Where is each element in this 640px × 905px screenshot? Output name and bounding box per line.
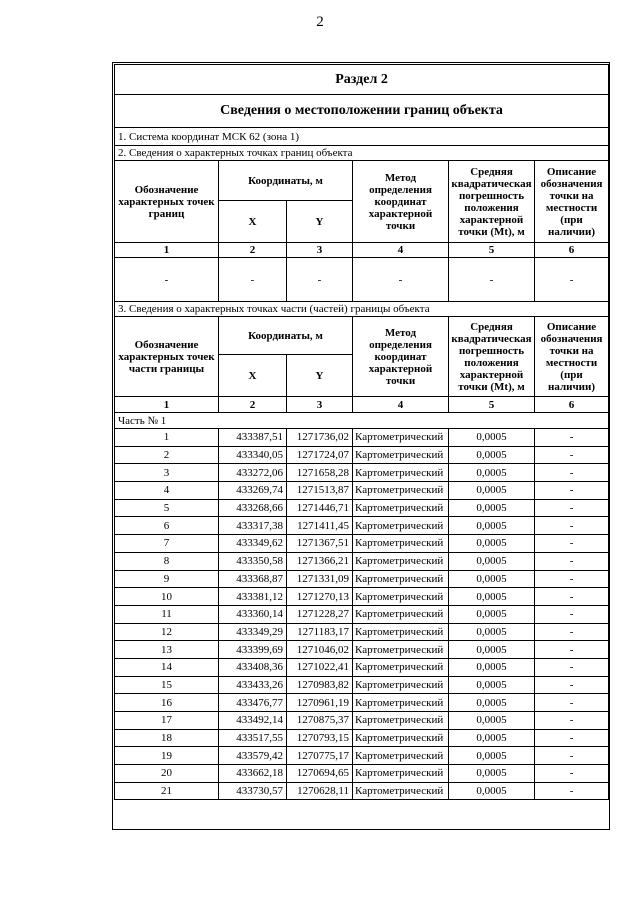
part3-num-row bbox=[115, 397, 609, 413]
point-number: 5 bbox=[115, 499, 219, 517]
point-description: - bbox=[535, 782, 609, 800]
mt-error: 0,0005 bbox=[449, 446, 535, 464]
part2-heading: 2. Сведения о характерных точках границ объекта bbox=[115, 146, 609, 161]
part3-num: 6 bbox=[535, 397, 609, 413]
point-number: 3 bbox=[115, 464, 219, 482]
point-number: 18 bbox=[115, 729, 219, 747]
coord-y: 1270628,11 bbox=[287, 782, 353, 800]
part3-col-coords: Координаты, м bbox=[219, 317, 353, 355]
point-number: 20 bbox=[115, 765, 219, 783]
coord-x: 433317,38 bbox=[219, 517, 287, 535]
coord-y: 1271022,41 bbox=[287, 658, 353, 676]
coord-y: 1271228,27 bbox=[287, 605, 353, 623]
coord-x: 433269,74 bbox=[219, 482, 287, 500]
mt-error: 0,0005 bbox=[449, 429, 535, 447]
point-description: - bbox=[535, 446, 609, 464]
part2-empty-cell: - bbox=[219, 258, 287, 302]
table-row bbox=[115, 623, 609, 641]
table-row bbox=[115, 641, 609, 659]
mt-error: 0,0005 bbox=[449, 658, 535, 676]
point-description: - bbox=[535, 482, 609, 500]
table-row bbox=[115, 605, 609, 623]
coord-y: 1271658,28 bbox=[287, 464, 353, 482]
part2-num: 2 bbox=[219, 243, 287, 258]
table-row bbox=[115, 765, 609, 783]
mt-error: 0,0005 bbox=[449, 535, 535, 553]
method: Картометрический bbox=[353, 676, 449, 694]
method: Картометрический bbox=[353, 570, 449, 588]
method: Картометрический bbox=[353, 535, 449, 553]
part3-num: 2 bbox=[219, 397, 287, 413]
point-number: 2 bbox=[115, 446, 219, 464]
part2-col-desc: Описание обозначения точки на местности (при наличии) bbox=[535, 161, 609, 243]
method: Картометрический bbox=[353, 782, 449, 800]
table-row bbox=[115, 747, 609, 765]
table-row bbox=[115, 429, 609, 447]
point-description: - bbox=[535, 765, 609, 783]
table-row bbox=[115, 446, 609, 464]
coord-x: 433381,12 bbox=[219, 588, 287, 606]
point-number: 11 bbox=[115, 605, 219, 623]
point-number: 4 bbox=[115, 482, 219, 500]
method: Картометрический bbox=[353, 747, 449, 765]
coord-y: 1270983,82 bbox=[287, 676, 353, 694]
mt-error: 0,0005 bbox=[449, 729, 535, 747]
table-row bbox=[115, 658, 609, 676]
part2-empty-row bbox=[115, 258, 609, 302]
part3-num: 4 bbox=[353, 397, 449, 413]
coord-y: 1271736,02 bbox=[287, 429, 353, 447]
part3-col-x: X bbox=[219, 355, 287, 397]
point-description: - bbox=[535, 747, 609, 765]
method: Картометрический bbox=[353, 464, 449, 482]
point-number: 8 bbox=[115, 552, 219, 570]
coord-x: 433340,05 bbox=[219, 446, 287, 464]
point-description: - bbox=[535, 499, 609, 517]
method: Картометрический bbox=[353, 765, 449, 783]
part2-col-y: Y bbox=[287, 201, 353, 243]
part3-col-y: Y bbox=[287, 355, 353, 397]
part2-empty-cell: - bbox=[353, 258, 449, 302]
mt-error: 0,0005 bbox=[449, 464, 535, 482]
coord-y: 1271331,09 bbox=[287, 570, 353, 588]
part3-num: 5 bbox=[449, 397, 535, 413]
coord-y: 1271366,21 bbox=[287, 552, 353, 570]
point-description: - bbox=[535, 429, 609, 447]
method: Картометрический bbox=[353, 446, 449, 464]
point-number: 19 bbox=[115, 747, 219, 765]
part3-col-error: Средняя квадратическая погрешность положения характерной точки (Mt), м bbox=[449, 317, 535, 397]
table-row bbox=[115, 588, 609, 606]
coord-y: 1270793,15 bbox=[287, 729, 353, 747]
point-description: - bbox=[535, 570, 609, 588]
coord-x: 433360,14 bbox=[219, 605, 287, 623]
point-number: 14 bbox=[115, 658, 219, 676]
method: Картометрический bbox=[353, 482, 449, 500]
table-row bbox=[115, 676, 609, 694]
coord-x: 433492,14 bbox=[219, 712, 287, 730]
page-title: Сведения о местоположении границ объекта bbox=[115, 95, 609, 128]
point-number: 6 bbox=[115, 517, 219, 535]
coord-x: 433399,69 bbox=[219, 641, 287, 659]
part2-num: 5 bbox=[449, 243, 535, 258]
mt-error: 0,0005 bbox=[449, 517, 535, 535]
part2-empty-cell: - bbox=[287, 258, 353, 302]
part2-empty-cell: - bbox=[449, 258, 535, 302]
page-number: 2 bbox=[316, 14, 324, 30]
method: Картометрический bbox=[353, 499, 449, 517]
part-label: Часть № 1 bbox=[115, 413, 609, 429]
mt-error: 0,0005 bbox=[449, 623, 535, 641]
coord-y: 1271411,45 bbox=[287, 517, 353, 535]
point-number: 12 bbox=[115, 623, 219, 641]
method: Картометрический bbox=[353, 712, 449, 730]
part2-empty-cell: - bbox=[115, 258, 219, 302]
point-description: - bbox=[535, 658, 609, 676]
point-description: - bbox=[535, 623, 609, 641]
point-number: 9 bbox=[115, 570, 219, 588]
coord-y: 1271513,87 bbox=[287, 482, 353, 500]
point-description: - bbox=[535, 676, 609, 694]
part2-num: 4 bbox=[353, 243, 449, 258]
part3-col-method: Метод определения координат характерной точки bbox=[353, 317, 449, 397]
coord-y: 1271046,02 bbox=[287, 641, 353, 659]
part3-num: 1 bbox=[115, 397, 219, 413]
point-description: - bbox=[535, 464, 609, 482]
part2-num: 3 bbox=[287, 243, 353, 258]
coord-x: 433368,87 bbox=[219, 570, 287, 588]
method: Картометрический bbox=[353, 588, 449, 606]
mt-error: 0,0005 bbox=[449, 605, 535, 623]
method: Картометрический bbox=[353, 658, 449, 676]
table-row bbox=[115, 729, 609, 747]
method: Картометрический bbox=[353, 517, 449, 535]
mt-error: 0,0005 bbox=[449, 641, 535, 659]
coord-y: 1270775,17 bbox=[287, 747, 353, 765]
point-description: - bbox=[535, 517, 609, 535]
mt-error: 0,0005 bbox=[449, 570, 535, 588]
coord-y: 1270875,37 bbox=[287, 712, 353, 730]
coord-y: 1270694,65 bbox=[287, 765, 353, 783]
section-title: Раздел 2 bbox=[115, 65, 609, 95]
table-row bbox=[115, 464, 609, 482]
method: Картометрический bbox=[353, 623, 449, 641]
coord-x: 433476,77 bbox=[219, 694, 287, 712]
mt-error: 0,0005 bbox=[449, 747, 535, 765]
table-row bbox=[115, 694, 609, 712]
part3-col-desc: Описание обозначения точки на местности (при наличии) bbox=[535, 317, 609, 397]
point-number: 1 bbox=[115, 429, 219, 447]
coord-x: 433349,29 bbox=[219, 623, 287, 641]
point-number: 21 bbox=[115, 782, 219, 800]
table-row bbox=[115, 570, 609, 588]
part2-num-row bbox=[115, 243, 609, 258]
mt-error: 0,0005 bbox=[449, 782, 535, 800]
point-description: - bbox=[535, 641, 609, 659]
point-number: 17 bbox=[115, 712, 219, 730]
point-description: - bbox=[535, 694, 609, 712]
method: Картометрический bbox=[353, 552, 449, 570]
part2-num: 6 bbox=[535, 243, 609, 258]
point-description: - bbox=[535, 605, 609, 623]
coord-system: 1. Система координат МСК 62 (зона 1) bbox=[115, 128, 609, 146]
part3-num: 3 bbox=[287, 397, 353, 413]
part2-col-x: X bbox=[219, 201, 287, 243]
part2-col-error: Средняя квадратическая погрешность положения характерной точки (Mt), м bbox=[449, 161, 535, 243]
coord-y: 1270961,19 bbox=[287, 694, 353, 712]
part2-col-designation: Обозначение характерных точек границ bbox=[115, 161, 219, 243]
mt-error: 0,0005 bbox=[449, 499, 535, 517]
table-row bbox=[115, 517, 609, 535]
coord-x: 433730,57 bbox=[219, 782, 287, 800]
coord-x: 433349,62 bbox=[219, 535, 287, 553]
coord-y: 1271446,71 bbox=[287, 499, 353, 517]
point-description: - bbox=[535, 535, 609, 553]
part2-col-coords: Координаты, м bbox=[219, 161, 353, 201]
part3-col-designation: Обозначение характерных точек части границы bbox=[115, 317, 219, 397]
boundary-table bbox=[114, 64, 609, 800]
coord-x: 433517,55 bbox=[219, 729, 287, 747]
document-frame bbox=[112, 62, 610, 830]
table-row bbox=[115, 712, 609, 730]
method: Картометрический bbox=[353, 729, 449, 747]
part2-empty-cell: - bbox=[535, 258, 609, 302]
coord-x: 433433,26 bbox=[219, 676, 287, 694]
table-row bbox=[115, 499, 609, 517]
coord-x: 433662,18 bbox=[219, 765, 287, 783]
mt-error: 0,0005 bbox=[449, 765, 535, 783]
coord-x: 433408,36 bbox=[219, 658, 287, 676]
point-number: 13 bbox=[115, 641, 219, 659]
method: Картометрический bbox=[353, 605, 449, 623]
mt-error: 0,0005 bbox=[449, 676, 535, 694]
mt-error: 0,0005 bbox=[449, 552, 535, 570]
part2-num: 1 bbox=[115, 243, 219, 258]
table-row bbox=[115, 552, 609, 570]
mt-error: 0,0005 bbox=[449, 482, 535, 500]
method: Картометрический bbox=[353, 641, 449, 659]
table-row bbox=[115, 535, 609, 553]
part3-heading: 3. Сведения о характерных точках части (частей) границы объекта bbox=[115, 302, 609, 317]
coord-x: 433579,42 bbox=[219, 747, 287, 765]
point-number: 16 bbox=[115, 694, 219, 712]
table-row bbox=[115, 782, 609, 800]
point-description: - bbox=[535, 729, 609, 747]
table-row bbox=[115, 482, 609, 500]
coord-x: 433272,06 bbox=[219, 464, 287, 482]
point-description: - bbox=[535, 552, 609, 570]
mt-error: 0,0005 bbox=[449, 694, 535, 712]
coord-y: 1271724,07 bbox=[287, 446, 353, 464]
coord-x: 433268,66 bbox=[219, 499, 287, 517]
method: Картометрический bbox=[353, 429, 449, 447]
method: Картометрический bbox=[353, 694, 449, 712]
point-number: 15 bbox=[115, 676, 219, 694]
part2-col-method: Метод определения координат характерной точки bbox=[353, 161, 449, 243]
point-number: 7 bbox=[115, 535, 219, 553]
coord-y: 1271367,51 bbox=[287, 535, 353, 553]
coord-y: 1271270,13 bbox=[287, 588, 353, 606]
mt-error: 0,0005 bbox=[449, 588, 535, 606]
coord-y: 1271183,17 bbox=[287, 623, 353, 641]
point-description: - bbox=[535, 712, 609, 730]
point-number: 10 bbox=[115, 588, 219, 606]
coord-x: 433387,51 bbox=[219, 429, 287, 447]
point-description: - bbox=[535, 588, 609, 606]
coord-x: 433350,58 bbox=[219, 552, 287, 570]
mt-error: 0,0005 bbox=[449, 712, 535, 730]
